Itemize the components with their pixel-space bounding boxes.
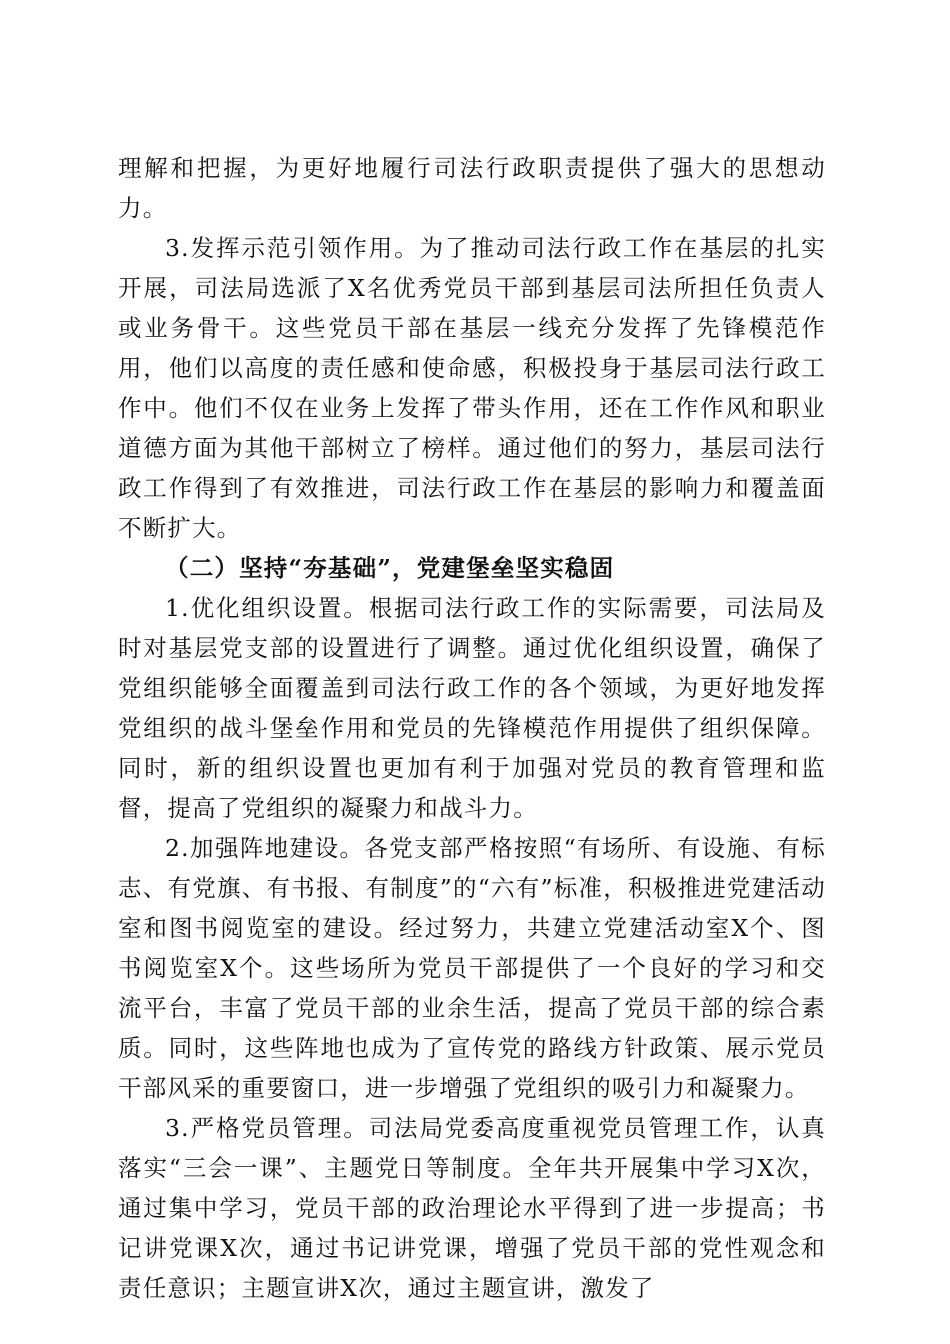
paragraph-continuation: 理解和把握，为更好地履行司法行政职责提供了强大的思想动力。 bbox=[118, 154, 826, 222]
paragraph-position-building: 2.加强阵地建设。各党支部严格按照“有场所、有设施、有标志、有党旗、有书报、有制度”的“六有”标准，积极推进党建活动室和图书阅览室的建设。经过努力，共建立党建活动室X个、图书阅览室X个。这些场所为党员干部提供了一个良好的学习和交流平台，丰富了党员干部的业余生活，提高了党员干部的综合素质。同时，这些阵地也成为了宣传党的路线方针政策、展示党员干部风采的重要窗口，进一步增强了党组织的吸引力和凝聚力。 bbox=[118, 834, 826, 1102]
section-heading-foundation: （二）坚持“夯基础”，党建堡垒坚实稳固 bbox=[165, 554, 615, 582]
paragraph-organization-setup: 1.优化组织设置。根据司法行政工作的实际需要，司法局及时对基层党支部的设置进行了调整。通过优化组织设置，确保了党组织能够全面覆盖到司法行政工作的各个领域，为更好地发挥党组织的战斗堡垒作用和党员的先锋模范作用提供了组织保障。同时，新的组织设置也更加有利于加强对党员的教育管理和监督，提高了党组织的凝聚力和战斗力。 bbox=[118, 594, 826, 822]
paragraph-exemplary-role: 3.发挥示范引领作用。为了推动司法行政工作在基层的扎实开展，司法局选派了X名优秀党员干部到基层司法所担任负责人或业务骨干。这些党员干部在基层一线充分发挥了先锋模范作用，他们以高度的责任感和使命感，积极投身于基层司法行政工作中。他们不仅在业务上发挥了带头作用，还在工作作风和职业道德方面为其他干部树立了榜样。通过他们的努力，基层司法行政工作得到了有效推进，司法行政工作在基层的影响力和覆盖面不断扩大。 bbox=[118, 234, 826, 542]
paragraph-member-management: 3.严格党员管理。司法局党委高度重视党员管理工作，认真落实“三会一课”、主题党日等制度。全年共开展集中学习X次，通过集中学习，党员干部的政治理论水平得到了进一步提高；书记讲党课X次，通过书记讲党课，增强了党员干部的党性观念和责任意识；主题宣讲X次，通过主题宣讲，激发了 bbox=[118, 1114, 826, 1302]
document-body bbox=[118, 148, 826, 1308]
